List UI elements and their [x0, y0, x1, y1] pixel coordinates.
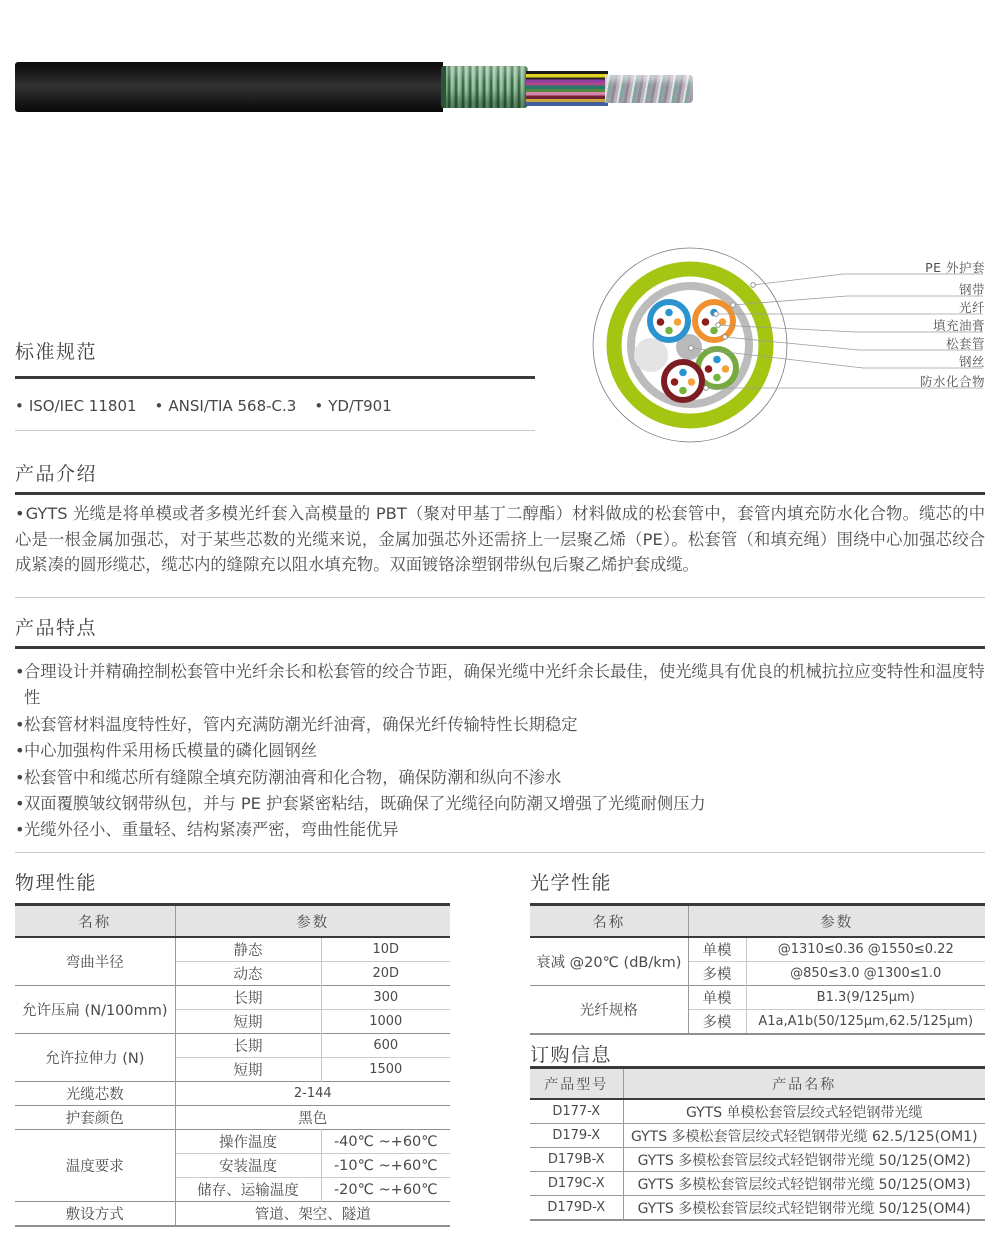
row-sub-cell: 动态	[175, 962, 321, 986]
table-header-row	[530, 905, 985, 938]
fiber-dot	[679, 387, 687, 395]
table-row	[530, 1172, 985, 1196]
row-name-cell: 允许拉伸力 (N)	[15, 1034, 175, 1082]
header-name-cell: 名称	[530, 905, 688, 938]
row-sub-cell: 单模	[688, 937, 746, 962]
cable-black-jacket	[15, 62, 443, 112]
rule-thin	[15, 597, 985, 598]
row-value-cell: -10℃ ~+60℃	[321, 1154, 450, 1178]
row-value-cell: 20D	[321, 962, 450, 986]
intro-title: 产品介绍	[15, 463, 98, 485]
loose-tube-dark-red	[664, 362, 702, 400]
product-name-cell: GYTS 多模松套管层绞式轻铠钢带光缆 50/125(OM4)	[623, 1196, 985, 1221]
diagram-label-fiber: 光纤	[958, 300, 985, 315]
model-cell: D179C-X	[530, 1172, 623, 1196]
ordering-table	[530, 1066, 985, 1221]
feature-item: • 双面覆膜皱纹钢带纵包，并与 PE 护套紧密粘结，既确保了光缆径向防潮又增强了光缆耐侧压力	[15, 791, 987, 817]
table-row	[15, 1130, 450, 1154]
model-cell: D179D-X	[530, 1196, 623, 1221]
fiber-dot	[665, 327, 673, 335]
row-sub-cell: 操作温度	[175, 1130, 321, 1154]
row-value-cell: 管道、架空、隧道	[175, 1202, 450, 1227]
row-name-cell: 护套颜色	[15, 1106, 175, 1130]
row-name-cell: 允许压扁 (N/100mm)	[15, 986, 175, 1034]
loose-tube-blue	[650, 302, 688, 340]
feature-item: • 合理设计并精确控制松套管中光纤余长和松套管的绞合节距，确保光缆中光纤余长最佳，使光缆具有优良的机械抗拉应变特性和温度特性	[15, 659, 987, 712]
cable-product-photo	[0, 0, 1000, 160]
table-row	[15, 1202, 450, 1227]
row-sub-cell: 长期	[175, 986, 321, 1010]
table-row	[530, 1196, 985, 1221]
table-row	[15, 986, 450, 1010]
cross-section-diagram	[585, 235, 985, 457]
table-row	[530, 1148, 985, 1172]
standards-list	[15, 397, 392, 415]
features-title: 产品特点	[15, 617, 98, 639]
marker-dot	[714, 312, 719, 317]
row-sub-cell: 单模	[688, 986, 746, 1010]
product-name-cell: GYTS 多模松套管层绞式轻铠钢带光缆 62.5/125(OM1)	[623, 1124, 985, 1148]
row-value-cell: 2-144	[175, 1082, 450, 1106]
fiber-dot	[705, 365, 713, 373]
feature-item: • 松套管中和缆芯所有缝隙全填充防潮油膏和化合物，确保防潮和纵向不渗水	[15, 765, 987, 791]
diagram-label-steel-wire: 钢丝	[958, 354, 985, 369]
table-row	[530, 937, 985, 962]
loose-tube-orange	[695, 302, 733, 340]
row-sub-cell: 储存、运输温度	[175, 1178, 321, 1202]
standards-title: 标准规范	[15, 341, 98, 363]
row-name-cell: 弯曲半径	[15, 937, 175, 986]
filler-rope-circle	[634, 338, 668, 372]
features-list	[15, 659, 987, 844]
marker-dot	[689, 346, 694, 351]
diagram-label-waterproof: 防水化合物	[919, 374, 985, 389]
marker-dot	[723, 335, 728, 340]
row-sub-cell: 静态	[175, 937, 321, 962]
bullet-icon: •	[15, 767, 25, 787]
rule-thin	[15, 852, 985, 853]
fiber-dot	[671, 378, 679, 386]
row-value-cell: 黑色	[175, 1106, 450, 1130]
marker-dot	[751, 283, 756, 288]
standard-item: • ISO/IEC 11801	[15, 397, 137, 415]
fiber-dot	[674, 318, 682, 326]
feature-item: • 中心加强构件采用杨氏模量的磷化圆钢丝	[15, 738, 987, 764]
fiber-dot	[713, 374, 721, 382]
product-name-cell: GYTS 单模松套管层绞式轻铠钢带光缆	[623, 1099, 985, 1124]
table-row	[530, 1099, 985, 1124]
row-value-cell: 10D	[321, 937, 450, 962]
optical-title: 光学性能	[530, 872, 613, 894]
bullet-icon: •	[15, 662, 25, 681]
row-value-cell: @1310≤0.36 @1550≤0.22	[746, 937, 985, 962]
fiber-dot	[710, 327, 718, 335]
row-name-cell: 光纤规格	[530, 986, 688, 1035]
cable-twisted-strands	[605, 75, 693, 103]
row-name-cell: 温度要求	[15, 1130, 175, 1202]
rule-thin	[15, 430, 535, 431]
table-header-row	[530, 1068, 985, 1100]
row-sub-cell: 多模	[688, 962, 746, 986]
table-header-row	[15, 905, 450, 938]
physical-properties-table	[15, 903, 450, 1227]
row-sub-cell: 短期	[175, 1010, 321, 1034]
fiber-dot	[665, 309, 673, 317]
bullet-icon: •	[15, 714, 25, 734]
fiber-dot	[679, 369, 687, 377]
row-value-cell: A1a,A1b(50/125μm,62.5/125μm)	[746, 1010, 985, 1035]
table-row	[530, 1124, 985, 1148]
physical-title: 物理性能	[15, 872, 98, 894]
bullet-icon: •	[15, 397, 24, 415]
table-row	[15, 1082, 450, 1106]
diagram-label-filling-gel: 填充油膏	[932, 318, 985, 333]
bullet-icon: •	[154, 397, 164, 415]
fiber-dot	[722, 365, 730, 373]
standard-item: • YD/T901	[314, 397, 392, 415]
model-cell: D179B-X	[530, 1148, 623, 1172]
feature-item: • 光缆外径小、重量轻、结构紧凑严密，弯曲性能优异	[15, 817, 987, 843]
row-value-cell: 600	[321, 1034, 450, 1058]
diagram-label-loose-tube: 松套管	[945, 336, 985, 351]
row-sub-cell: 长期	[175, 1034, 321, 1058]
header-name-cell: 产品名称	[623, 1068, 985, 1100]
ordering-title: 订购信息	[530, 1044, 613, 1066]
rule-thick	[15, 492, 985, 495]
row-value-cell: @850≤3.0 @1300≤1.0	[746, 962, 985, 986]
row-value-cell: -20℃ ~+60℃	[321, 1178, 450, 1202]
model-cell: D179-X	[530, 1124, 623, 1148]
bullet-icon: •	[15, 741, 25, 761]
bullet-icon: •	[15, 504, 25, 523]
header-param-cell: 参数	[175, 905, 450, 938]
diagram-label-pe-sheath: PE 外护套	[925, 260, 985, 275]
row-value-cell: -40℃ ~+60℃	[321, 1130, 450, 1154]
row-value-cell: 300	[321, 986, 450, 1010]
row-name-cell: 光缆芯数	[15, 1082, 175, 1106]
rule-thick	[15, 376, 535, 379]
rule-thick	[15, 646, 985, 649]
feature-item: • 松套管材料温度特性好，管内充满防潮光纤油膏，确保光纤传输特性长期稳定	[15, 712, 987, 738]
bullet-icon: •	[314, 397, 324, 415]
row-sub-cell: 短期	[175, 1058, 321, 1082]
row-value-cell: 1500	[321, 1058, 450, 1082]
table-row	[15, 1106, 450, 1130]
cable-fiber-bundle	[526, 71, 608, 106]
row-name-cell: 敷设方式	[15, 1202, 175, 1227]
header-name-cell: 名称	[15, 905, 175, 938]
model-cell: D177-X	[530, 1099, 623, 1124]
cable-steel-armor	[441, 66, 528, 108]
standard-item: • ANSI/TIA 568-C.3	[154, 397, 297, 415]
intro-paragraph: •GYTS 光缆是将单模或者多模光纤套入高模量的 PBT（聚对甲基丁二醇酯）材料做成的松套管中，套管内填充防水化合物。缆芯的中心是一根金属加强芯，对于某些芯数的光缆来说，金属加强芯外还需挤上一层聚乙烯（PE）。松套管（和填充绳）围绕中心加强芯绞合成紧凑的圆形缆芯，缆芯内的缝隙充以阻水填充物。双面镀铬涂塑钢带纵包后聚乙烯护套成缆。	[15, 504, 985, 574]
fiber-dot	[702, 318, 710, 326]
marker-dot	[704, 386, 709, 391]
product-name-cell: GYTS 多模松套管层绞式轻铠钢带光缆 50/125(OM2)	[623, 1148, 985, 1172]
row-value-cell: B1.3(9/125μm)	[746, 986, 985, 1010]
row-sub-cell: 安装温度	[175, 1154, 321, 1178]
table-row	[15, 1034, 450, 1058]
fiber-dot	[657, 318, 665, 326]
row-value-cell: 1000	[321, 1010, 450, 1034]
fiber-dot	[688, 378, 696, 386]
header-model-cell: 产品型号	[530, 1068, 623, 1100]
marker-dot	[731, 303, 736, 308]
optical-properties-table	[530, 903, 985, 1035]
header-param-cell: 参数	[688, 905, 985, 938]
marker-dot	[716, 323, 721, 328]
diagram-label-steel-tape: 钢带	[958, 282, 985, 297]
bullet-icon: •	[15, 794, 25, 814]
fiber-dot	[713, 356, 721, 364]
table-row	[530, 986, 985, 1010]
bullet-icon: •	[15, 820, 25, 840]
product-name-cell: GYTS 多模松套管层绞式轻铠钢带光缆 50/125(OM3)	[623, 1172, 985, 1196]
row-sub-cell: 多模	[688, 1010, 746, 1035]
row-name-cell: 衰减 @20℃ (dB/km)	[530, 937, 688, 986]
table-row	[15, 937, 450, 962]
